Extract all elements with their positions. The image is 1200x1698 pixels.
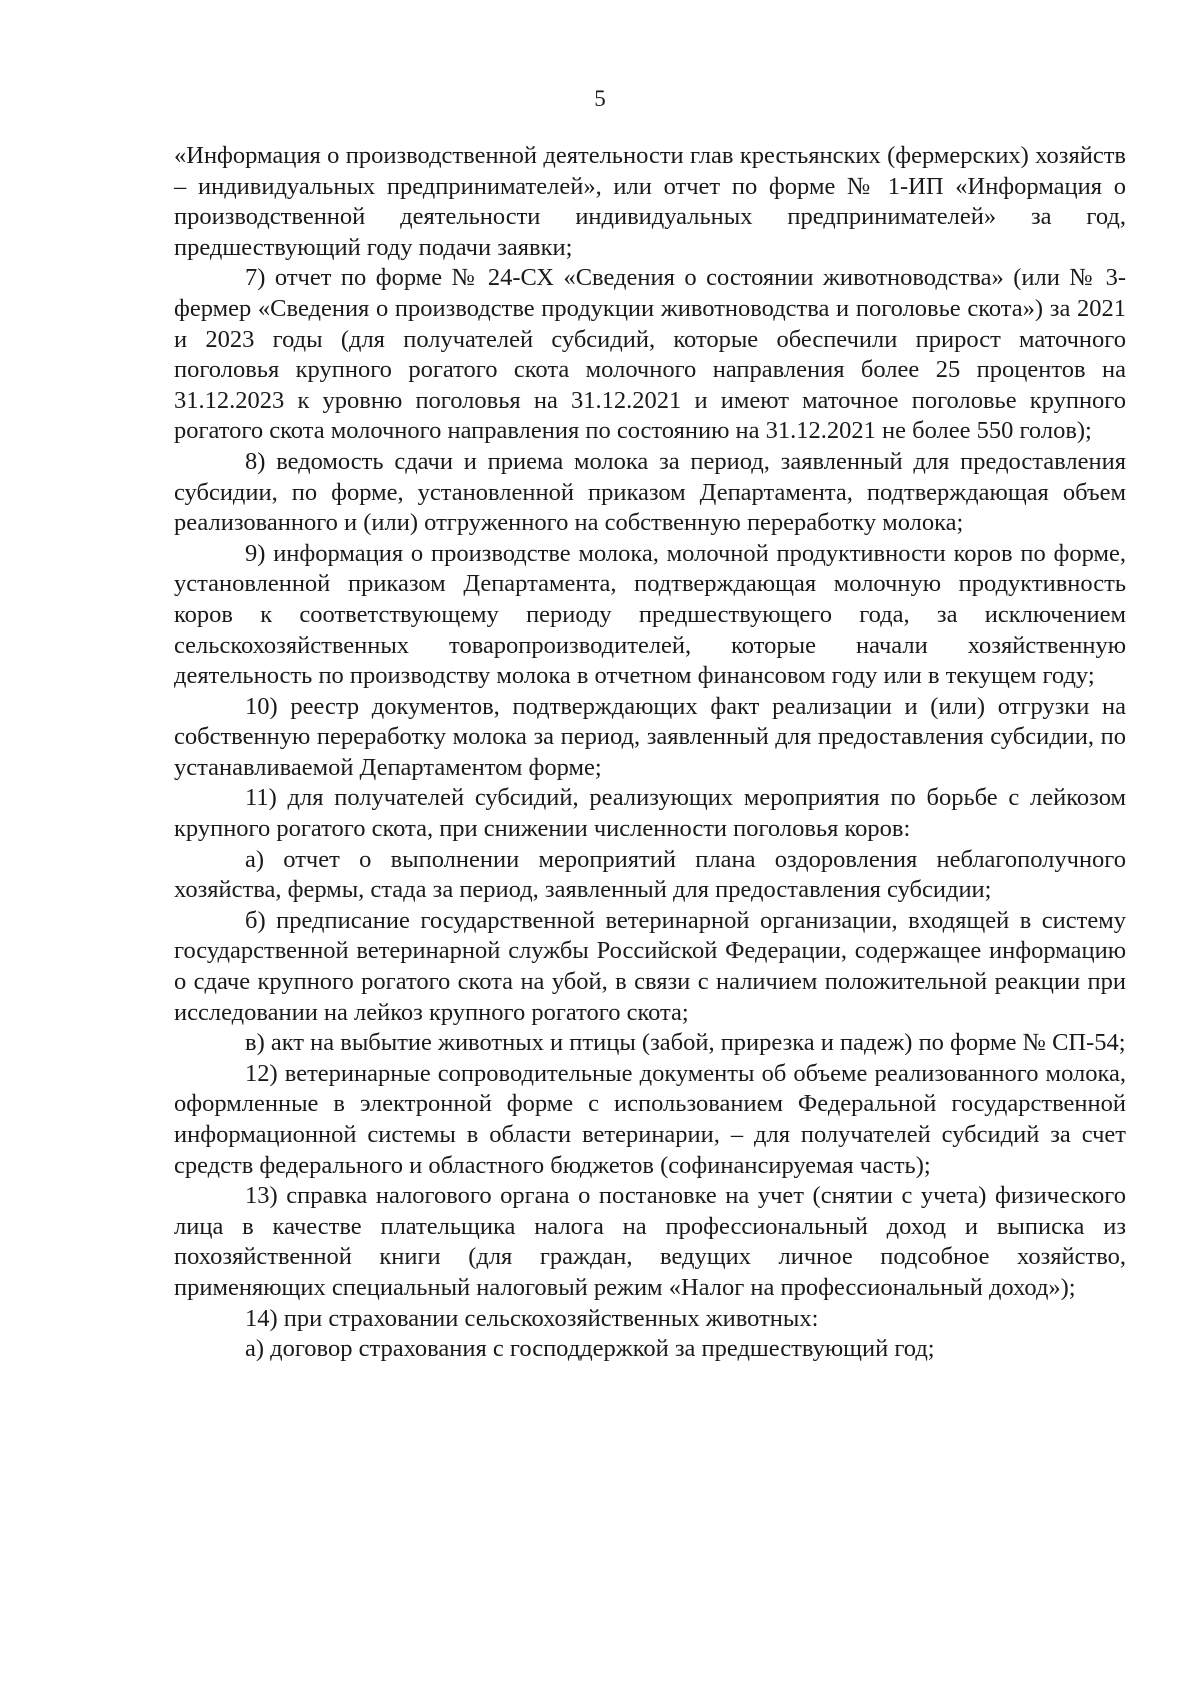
paragraph-item-13: 13) справка налогового органа о постановке на учет (снятии с учета) физического лица в качестве плательщика налога на профессиональный доход и выписка из похозяйственной книги (для граждан, ведущих личное подсобное хозяйство, применяющих специальный налоговый режим «Налог на профессиональный доход»); [174, 1182, 1126, 1301]
page-number: 5 [594, 86, 606, 111]
paragraph-item-11-a: а) отчет о выполнении мероприятий плана оздоровления неблагополучного хозяйства, фермы, стада за период, заявленный для предоставления субсидии; [174, 845, 1126, 904]
paragraph-item-12: 12) ветеринарные сопроводительные документы об объеме реализованного молока, оформленные в электронной форме с использованием Федеральной государственной информационной системы в области ветеринарии, – для получателей субсидий за счет средств федерального и областного бюджетов (софинансируемая часть); [174, 1059, 1126, 1179]
paragraph-item-8: 8) ведомость сдачи и приема молока за период, заявленный для предоставления субсидии, по форме, установленной приказом Департамента, подтверждающая объем реализованного и (или) отгруженного на собственную переработку молока; [174, 447, 1126, 537]
paragraph-item-9: 9) информация о производстве молока, молочной продуктивности коров по форме, установленной приказом Департамента, подтверждающая молочную продуктивность коров к соответствующему периоду предшествующего года, за исключением сельскохозяйственных товаропроизводителей, которые начали хозяйственную деятельность по производству молока в отчетном финансовом году или в текущем году; [174, 539, 1126, 690]
paragraph-item-14-a: а) договор страхования с господдержкой за предшествующий год; [245, 1335, 935, 1363]
paragraph-item-7: 7) отчет по форме № 24-СХ «Сведения о состоянии животноводства» (или № 3-фермер «Сведения о производстве продукции животноводства и поголовье скота») за 2021 и 2023 годы (для получателей субсидий, которые обеспечили прирост маточного поголовья крупного рогатого скота молочного направления более 25 процентов на 31.12.2023 к уровню поголовья на 31.12.2021 и имеют маточное поголовье крупного рогатого скота молочного направления по состоянию на 31.12.2021 не более 550 голов); [174, 264, 1126, 445]
paragraph-item-14: 14) при страховании сельскохозяйственных животных: [245, 1304, 819, 1332]
paragraph-continuation: «Информация о производственной деятельности глав крестьянских (фермерских) хозяйств – индивидуальных предпринимателей», или отчет по форме № 1-ИП «Информация о производственной деятельности индивидуальных предпринимателей» за год, предшествующий году подачи заявки; [174, 142, 1126, 261]
paragraph-item-11-b: б) предписание государственной ветеринарной организации, входящей в систему государственной ветеринарной службы Российской Федерации, содержащее информацию о сдаче крупного рогатого скота на убой, в связи с наличием положительной реакции при исследовании на лейкоз крупного рогатого скота; [174, 906, 1126, 1026]
paragraph-item-11-v: в) акт на выбытие животных и птицы (забой, прирезка и падеж) по форме № СП-54; [245, 1029, 1126, 1057]
document-body [174, 141, 1126, 1365]
paragraph-item-11: 11) для получателей субсидий, реализующих мероприятия по борьбе с лейкозом крупного рогатого скота, при снижении численности поголовья коров: [174, 784, 1126, 843]
paragraph-item-10: 10) реестр документов, подтверждающих факт реализации и (или) отгрузки на собственную переработку молока за период, заявленный для предоставления субсидии, по устанавливаемой Департаментом форме; [174, 692, 1126, 781]
